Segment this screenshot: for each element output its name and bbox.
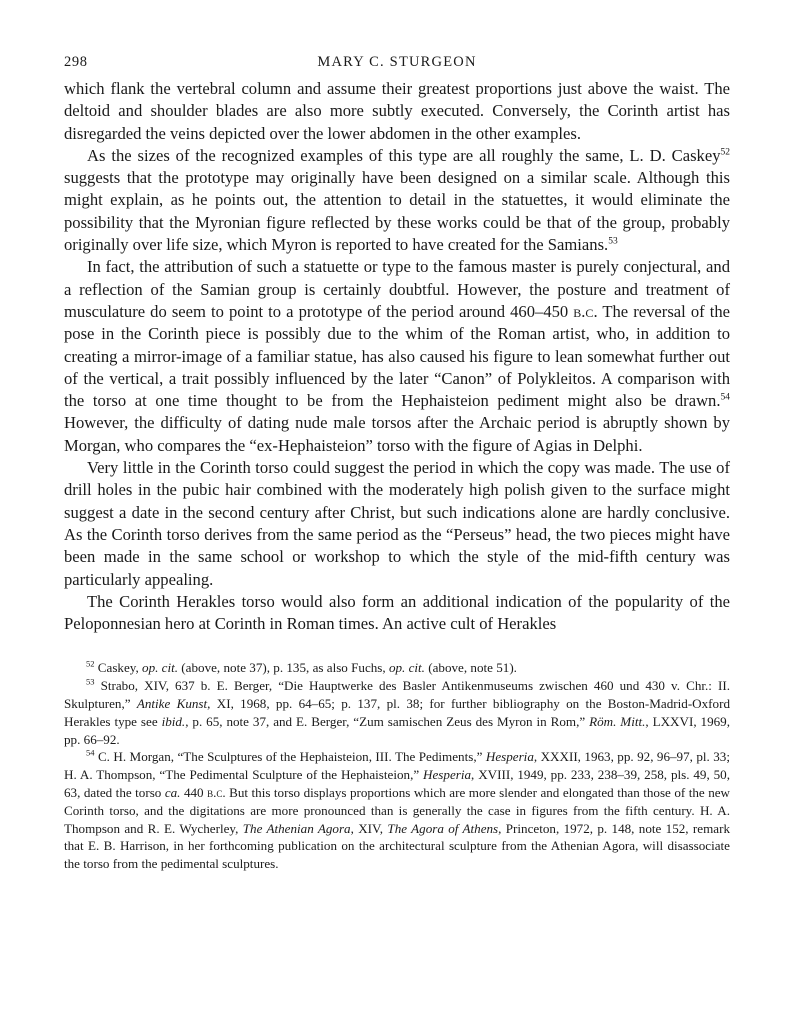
paragraph-2	[64, 145, 730, 256]
footnote-text: 440	[180, 785, 208, 800]
footnote-italic: ca.	[164, 785, 181, 800]
footnote-54	[64, 748, 730, 873]
footnote-text: (above, note 37), p. 135, as also Fuchs,	[178, 660, 389, 676]
paragraph-3-text-b: The reversal of the pose in the Corinth piece is possibly due to the whim of the Roman artist, who, in addition to creating a mirror-image of a familiar statue, has also caused his figure to lean somewhat further out of the vertical, a trait possibly influenced by the later “Canon” of Polykleitos. A comparison with the torso at one time thought to be from the Hephaisteion pediment might also be drawn.	[64, 301, 730, 411]
footnote-italic: The Agora of Athens	[387, 820, 499, 836]
page-number: 298	[64, 54, 88, 70]
footnote-italic: Röm. Mitt.	[589, 713, 646, 729]
footnote-52	[64, 659, 730, 677]
paragraph-2-text-a: As the sizes of the recognized examples of this type are all roughly the same, L. D. Caskey	[87, 145, 721, 165]
footnote-italic: Hesperia	[485, 749, 534, 765]
footnote-italic: The Athenian Agora	[242, 820, 351, 836]
paragraph-5-text: The Corinth Herakles torso would also form an additional indication of the popularity of the Peloponnesian hero at Corinth in Roman times. An active cult of Herakles	[64, 591, 730, 634]
footnote-italic: Hesperia	[423, 767, 472, 783]
footnote-text: , Princeton, 1972, p. 148, note 152, remark that E. B. Harrison, in her forthcoming publication on the architectural sculpture from the Athenian Agora, will disassociate the torso from the pedimental sculptures.	[64, 820, 730, 872]
footnote-number: 54	[86, 748, 95, 759]
footnote-text: , XI, 1968, pp. 64–65; p. 137, pl. 38; for further bibliography on the Boston-Madrid-Oxford Herakles type see	[64, 696, 730, 729]
footnote-ref-54[interactable]: 54	[720, 392, 730, 403]
paragraph-1-text: which flank the vertebral column and assume their greatest proportions just above the waist. The deltoid and shoulder blades are also more subtly executed. Conversely, the Corinth artist has disregarded the veins depicted over the lower abdomen in the other examples.	[64, 79, 730, 143]
footnote-ref-53[interactable]: 53	[608, 236, 618, 247]
paragraph-4	[64, 457, 730, 591]
era-abbreviation: b.c.	[573, 301, 598, 321]
footnote-number: 52	[86, 659, 95, 670]
footnote-text: , XXXII, 1963, pp. 92, 96–97, pl. 33; H. A. Thompson, “The Pedimental Sculpture of the Hephaisteion,”	[64, 749, 730, 783]
footnote-text: , XVIII, 1949, pp. 233, 238–39, 258, pls. 49, 50, 63, dated the torso	[64, 767, 730, 800]
footnote-italic: op. cit.	[142, 660, 179, 676]
footnote-text: , XIV,	[350, 820, 388, 836]
footnote-text: But this torso displays proportions which are more slender and elongated than those of the new Corinth torso, and the digitations are more pronounced than is generally the case in figures from the fifth century. H. A. Thompson and R. E. Wycherley,	[64, 785, 731, 836]
paragraph-3-text-a: In fact, the attribution of such a statuette or type to the famous master is purely conjectural, and a reflection of the Samian group is certainly doubtful. However, the posture and treatment of musculature do seem to point to a prototype of the period around 460–450	[64, 257, 730, 321]
footnote-text: , LXXVI, 1969, pp. 66–92.	[64, 713, 730, 747]
footnote-text: Strabo, XIV, 637 b. E. Berger, “Die Hauptwerke des Basler Antikenmuseums zwischen 460 und 430 v. Chr.: II. Skulpturen,”	[64, 678, 730, 712]
paragraph-5	[64, 591, 730, 636]
page	[64, 48, 730, 873]
paragraph-3-text-c: However, the difficulty of dating nude male torsos after the Archaic period is abruptly shown by Morgan, who compares the “ex-Hephaisteion” torso with the figure of Agias in Delphi.	[64, 413, 730, 455]
footnotes	[64, 659, 730, 873]
page-header	[64, 48, 730, 74]
body-text	[64, 78, 730, 635]
footnote-number: 53	[86, 676, 95, 687]
footnote-53	[64, 677, 730, 748]
footnote-ref-52[interactable]: 52	[720, 147, 730, 158]
footnote-italic: Antike Kunst	[136, 696, 208, 712]
paragraph-4-text: Very little in the Corinth torso could suggest the period in which the copy was made. The use of drill holes in the pubic hair combined with the moderately high polish given to the surface might suggest a date in the second century after Christ, but such indications alone are hardly conclusive. As the Corinth torso derives from the same period as the “Perseus” head, the two pieces might have been made in the same school or workshop to which the style of the mid-fifth century was particularly appealing.	[64, 458, 730, 589]
era-abbreviation: b.c.	[207, 785, 226, 800]
footnote-text: C. H. Morgan, “The Sculptures of the Hephaisteion, III. The Pediments,”	[94, 749, 486, 765]
footnote-italic: op. cit.	[388, 660, 425, 676]
footnote-text: , p. 65, note 37, and E. Berger, “Zum samischen Zeus des Myron in Rom,”	[185, 713, 590, 729]
footnote-text: (above, note 51).	[424, 660, 517, 676]
footnote-text: Caskey,	[94, 660, 143, 676]
paragraph-3	[64, 256, 730, 457]
paragraph-1	[64, 78, 730, 145]
paragraph-2-text-b: suggests that the prototype may originally have been designed on a similar scale. Although this might explain, as he points out, the attention to detail in the statuettes, it would eliminate the possibility that the Myronian figure reflected by these works could be that of the group, probably originally over life size, which Myron is reported to have created for the Samians.	[64, 168, 730, 255]
footnote-italic: ibid.	[161, 713, 186, 729]
running-head: MARY C. STURGEON	[317, 54, 477, 70]
